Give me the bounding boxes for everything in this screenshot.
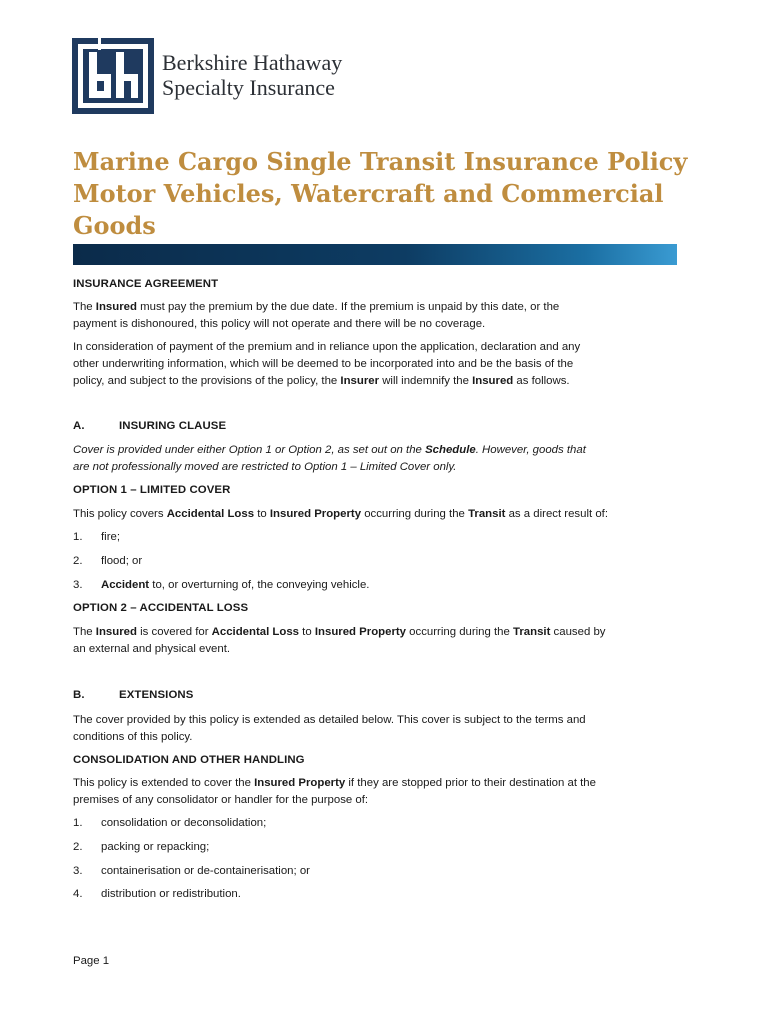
- section-a-intro-line-1: Cover is provided under either Option 1 or Option 2, as set out on the Schedule. However, goods that: [73, 444, 586, 456]
- title-divider-bar: [73, 244, 677, 265]
- agreement-para-1-line-1: The Insured must pay the premium by the due date. If the premium is unpaid by this date, or the: [73, 301, 560, 313]
- section-b-name: EXTENSIONS: [119, 689, 194, 701]
- section-a-heading: [73, 418, 683, 435]
- option-2-text-line-1: The Insured is covered for Accidental Loss to Insured Property occurring during the Transit caused by: [73, 626, 606, 638]
- option-1-heading: OPTION 1 – LIMITED COVER: [73, 484, 231, 496]
- section-b-intro-line-1: The cover provided by this policy is extended as detailed below. This cover is subject to the terms and: [73, 714, 586, 726]
- option-1-text: This policy covers Accidental Loss to Insured Property occurring during the Transit as a direct result of:: [73, 508, 608, 520]
- consolidation-text-line-2: premises of any consolidator or handler for the purpose of:: [73, 794, 369, 806]
- section-b-letter: B.: [73, 689, 85, 701]
- logo-line-1: Berkshire Hathaway: [162, 50, 343, 75]
- agreement-para-1-line-2: payment is dishonoured, this policy will not operate and there will be no coverage.: [73, 318, 486, 330]
- policy-title: [73, 146, 693, 242]
- agreement-para-2-line-3: policy, and subject to the provisions of the policy, the Insurer will indemnify the Insured as follows.: [73, 375, 570, 387]
- document-page: Berkshire Hathaway Specialty Insurance Marine Cargo Single Transit Insurance Policy Motor Vehicles, Watercraft and Commercial Goods INSURANCE AGREEMENT The Insured must pay the premium by the due date. If the premium is unpaid by this date, or the payment is dishonoured, this policy will not operate and there will be no coverage. In consideration of payment of the premium and in reliance upon the application, declaration and any other underwriting information, which will be deemed to be incorporated into and be the basis of the policy, and subject to the provisions of the policy, the Insurer will indemnify the Insured as follows. A. INSURING CLAUSE Cover is provided under either Option 1 or Option 2, as set out on the Schedule. However, goods that are not professionally moved are restricted to Option 1 – Limited Cover only. OPTION 1 – LIMITED COVER This policy covers Accidental Loss to Insured Property occurring during the Transit as a direct result of: 1. fire; 2. flood; or 3. Accident to, or overturning of, the conveying vehicle. OPTION 2 – ACCIDENTAL LOSS The Insured is covered for Accidental Loss to Insured Property occurring during the Transit caused by an external and physical event. B. EXTENSIONS The cover provided by this policy is extended as detailed below. This cover is subject to the terms and conditions of this policy. CONSOLIDATION AND OTHER HANDLING This policy is extended to cover the Insured Property if they are stopped prior to their destination at the premises of any consolidator or handler for the purpose of: 1. consolidation or deconsolidation; 2. packing or repacking; 3. containerisation or de-containerisation; or 4. distribution or redistribution. Page 1: [0, 0, 770, 1024]
- title-line-3: Goods: [73, 211, 156, 240]
- option-2-heading: OPTION 2 – ACCIDENTAL LOSS: [73, 602, 249, 614]
- section-a-intro-line-2: are not professionally moved are restricted to Option 1 – Limited Cover only.: [73, 461, 457, 473]
- consolidation-heading: CONSOLIDATION AND OTHER HANDLING: [73, 754, 305, 766]
- section-b-intro-line-2: conditions of this policy.: [73, 731, 193, 743]
- section-a-name: INSURING CLAUSE: [119, 420, 227, 432]
- title-line-2: Motor Vehicles, Watercraft and Commercial: [73, 179, 664, 208]
- agreement-para-2-line-2: other underwriting information, which will be deemed to be incorporated into and be the basis of the: [73, 358, 574, 370]
- agreement-para-2-line-1: In consideration of payment of the premium and in reliance upon the application, declaration and any: [73, 341, 581, 353]
- option-2-text-line-2: an external and physical event.: [73, 643, 231, 655]
- logo-line-2: Specialty Insurance: [162, 75, 335, 100]
- logo-wordmark: [162, 50, 342, 100]
- consolidation-text-line-1: This policy is extended to cover the Insured Property if they are stopped prior to their destination at the: [73, 777, 596, 789]
- section-b-heading: [73, 687, 683, 704]
- bh-logo-mark: [72, 38, 154, 114]
- title-line-1: Marine Cargo Single Transit Insurance Policy: [73, 147, 688, 176]
- agreement-heading: INSURANCE AGREEMENT: [73, 278, 219, 290]
- page-number: Page 1: [73, 955, 110, 967]
- section-a-letter: A.: [73, 420, 85, 432]
